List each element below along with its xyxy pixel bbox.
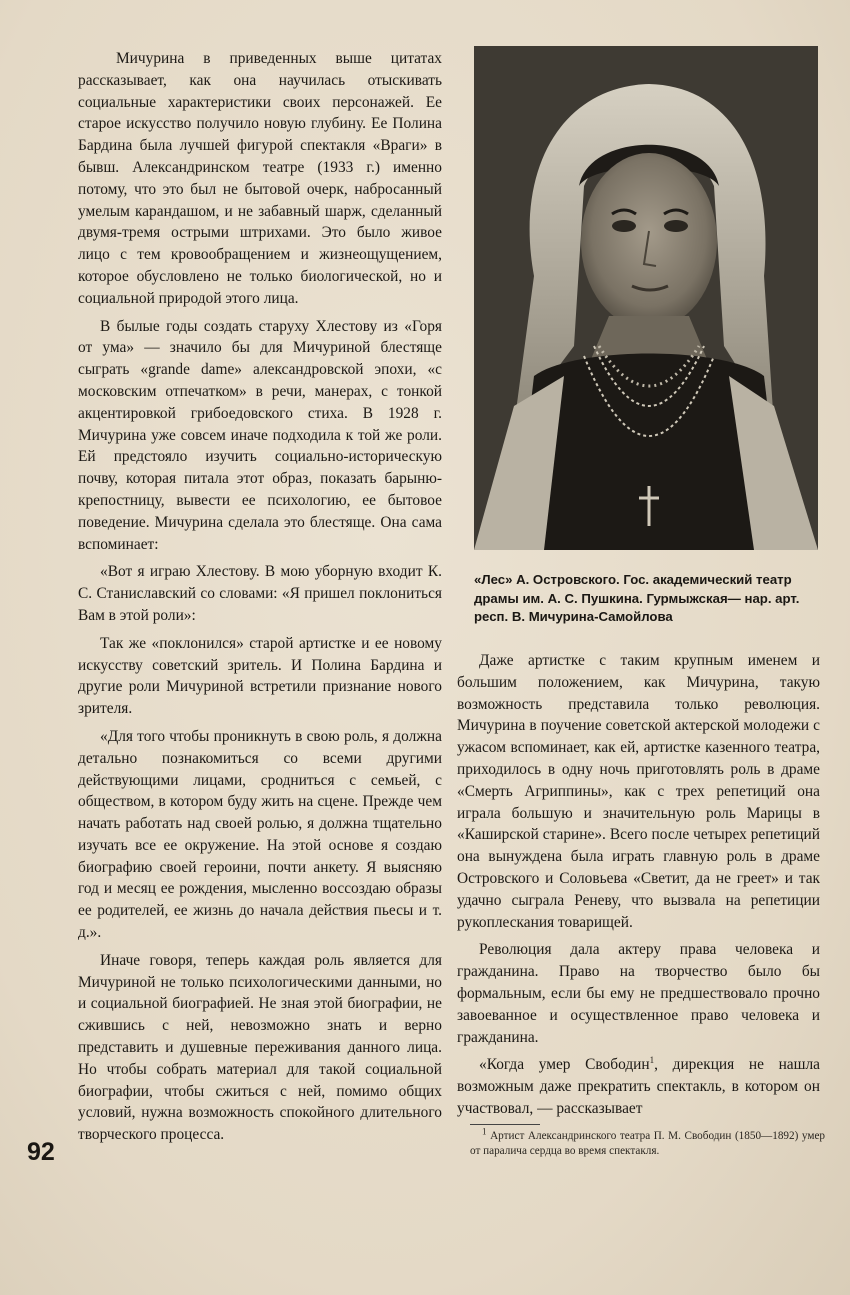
- quote-paragraph: «Для того чтобы проникнуть в свою роль, я должна детально познакомиться со всеми другими действующими лицами, сродниться с семьей, с обществом, в котором буду жить на сцене. Прежде чем начать работать над своей ролью, я должна тщательно изучать все ее окружение. На этой основе я создаю биографию своей героини, почти анкету. Я выясняю год и месяц ее рождения, мысленно воссоздаю образы ее родителей, ее жизнь до начала действия пьесы и т. д.».: [78, 727, 442, 942]
- left-text-column: [78, 48, 442, 1152]
- paragraph: Даже артистке с таким крупным именем и большим положением, как Мичурина, такую возможность представила только революция. Мичурина в поучение советской актерской молодежи с ужасом вспоминает, как ей, артистке казенного театра, приходилось в одну ночь приготовлять роль в драме «Смерть Агриппины», как с трех репетиций она играла большую и значительную роль Марицы в «Каширской старине». Всего после четырех репетиций она вынуждена была играть главную роль в драме Островского и Соловьева «Светит, да не греет» и так удачно сыграла Реневу, что вызвала на репетиции рукоплескания товарищей.: [457, 652, 820, 931]
- paragraph-start: «Когда умер Свободин: [479, 1056, 650, 1074]
- portrait-illustration: [474, 46, 818, 550]
- paragraph: В былые годы создать старуху Хлестову из «Горя от ума» — значило бы для Мичуриной блестяще сыграть «grande dame» александровской эпохи, «с московским отпечатком» в речи, манерах, с тонкой акцентировкой грибоедовского стиха. В 1928 г. Мичурина уже совсем иначе подходила к той же роли. Ей предстояло изучить социально-историческую почву, которая питала этот образ, показать барыню-крепостницу, вывести ее психологию, ее бытовое поведение. Мичурина сделала это блестяще. Она сама вспоминает:: [78, 317, 442, 553]
- footnote-number: 1: [482, 1126, 487, 1137]
- right-text-column: [457, 650, 820, 1126]
- paragraph: Мичурина в приведенных выше цитатах рассказывает, как она научилась отыскивать социальные характеристики своих персонажей. Ее старое искусство получило новую глубину. Ее Полина Бардина была лучшей фигурой спектакля «Враги» в бывш. Александринском театре (1933 г.) именно потому, что это был не бытовой очерк, набросанный умелым карандашом, и не забавный шарж, сделанный двумя-тремя острыми штрихами. Это было живое лицо с тем кровообращением и жизнеощущением, которое обусловлено не только биологической, но и социальной природой этого лица.: [78, 50, 442, 307]
- footnote-divider: [470, 1124, 540, 1125]
- footnote: [470, 1126, 825, 1158]
- footnote-text: Артист Александринского театра П. М. Свободин (1850—1892) умер от паралича сердца во время спектакля.: [470, 1130, 825, 1157]
- page-number: 92: [27, 1138, 55, 1166]
- footnote-marker[interactable]: 1: [649, 1055, 655, 1066]
- portrait-photo: [474, 46, 818, 550]
- paragraph: Революция дала актеру права человека и гражданина. Право на творчество было бы формальным, если бы ему не предшествовало прочно завоеванное и осуществленное право человека и гражданина.: [457, 941, 820, 1046]
- paragraph: Иначе говоря, теперь каждая роль является для Мичуриной не только психологическими данными, но и социальной биографией. Не зная этой биографии, не сжившись с ней, невозможно знать и верно представить и душевные переживания данного лица. Но чтобы собрать материал для такой социальной биографии, чтобы сжиться с ней, помимо общих условий, нужна возможность спокойного длительного творческого процесса.: [78, 951, 442, 1144]
- paragraph-end: , дирекция не нашла возможным даже прекратить спектакль, в котором он участвовал, — рассказывает: [457, 1056, 821, 1117]
- paragraph: [457, 1054, 820, 1119]
- paragraph: Так же «поклонился» старой артистке и ее новому искусству советский зритель. И Полина Бардина и другие роли Мичуриной встретили признание нового зрителя.: [78, 634, 442, 718]
- quote-paragraph: «Вот я играю Хлестову. В мою уборную входит К. С. Станиславский со словами: «Я пришел поклониться Вам в этой роли»:: [78, 563, 442, 624]
- photo-caption: «Лес» А. Островского. Гос. академический театр драмы им. А. С. Пушкина. Гурмыжская— нар. арт. респ. В. Мичурина-Самойлова: [474, 572, 800, 624]
